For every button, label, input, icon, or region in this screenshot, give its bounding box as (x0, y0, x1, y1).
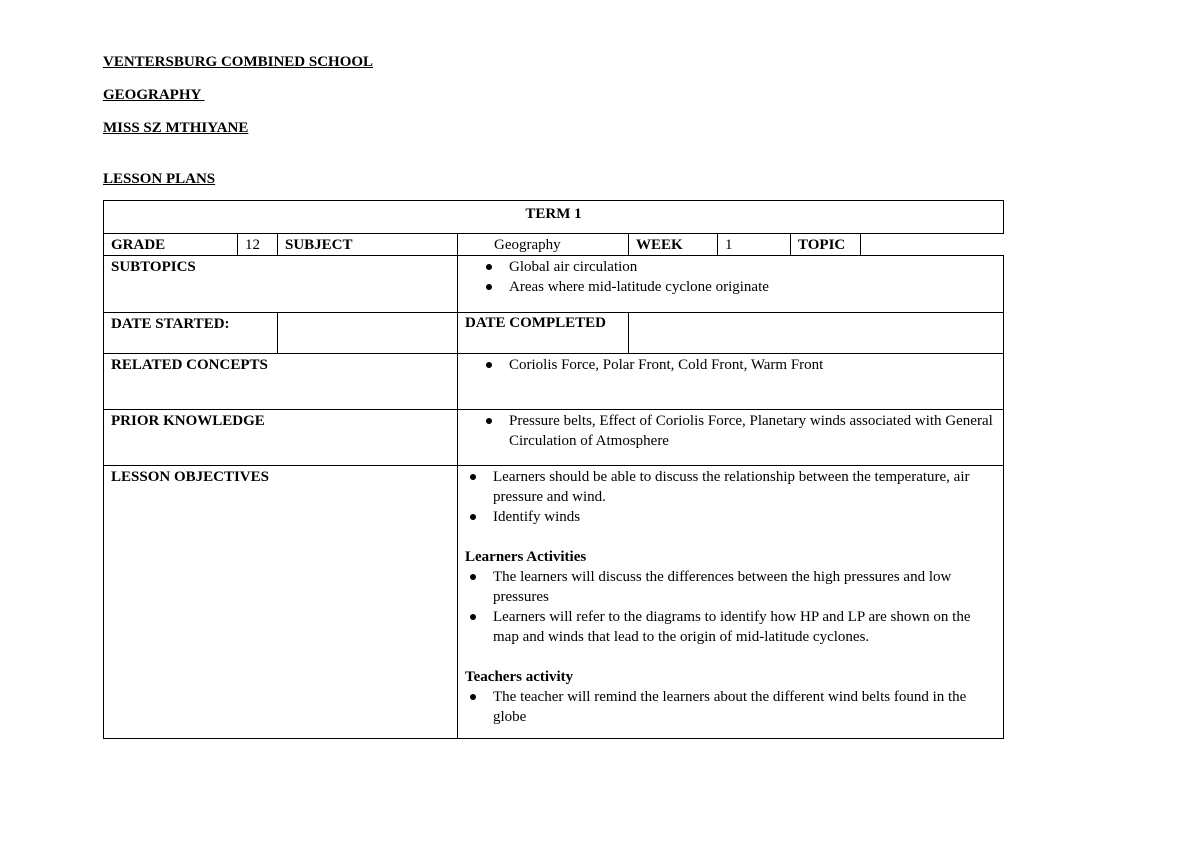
prior-knowledge-row (104, 410, 1004, 466)
prior-knowledge-label: PRIOR KNOWLEDGE (104, 410, 458, 466)
related-concepts-label: RELATED CONCEPTS (104, 354, 458, 410)
related-concepts-cell (458, 354, 1004, 410)
grade-value: 12 (238, 234, 278, 256)
subtopics-row (104, 256, 1004, 313)
subject-heading: GEOGRAPHY (103, 87, 205, 103)
list-item: Learners should be able to discuss the relationship between the temperature, air pressure and wind. (493, 467, 999, 507)
subtopics-cell (458, 256, 1004, 313)
week-label: WEEK (629, 234, 718, 256)
subject-label: SUBJECT (278, 234, 458, 256)
topic-label: TOPIC (791, 234, 861, 256)
list-item: Identify winds (493, 507, 999, 527)
teacher-name: MISS SZ MTHIYANE (103, 120, 249, 136)
week-value: 1 (718, 234, 791, 256)
list-item: Coriolis Force, Polar Front, Cold Front, Warm Front (509, 355, 996, 375)
list-item: The learners will discuss the differences between the high pressures and low pressures (493, 567, 999, 607)
list-item: Areas where mid-latitude cyclone originate (509, 277, 996, 297)
list-item: Global air circulation (509, 257, 996, 277)
term-title: TERM 1 (104, 201, 1004, 234)
grade-label: GRADE (104, 234, 238, 256)
related-concepts-row (104, 354, 1004, 410)
info-row (104, 234, 1004, 256)
learners-activities-heading: Learners Activities (465, 549, 587, 565)
list-item: The teacher will remind the learners about the different wind belts found in the globe (493, 687, 999, 727)
subtopics-label: SUBTOPICS (104, 256, 458, 313)
lesson-objectives-cell (458, 466, 1004, 739)
lesson-objectives-label: LESSON OBJECTIVES (104, 466, 458, 739)
dates-row (104, 313, 1004, 354)
date-completed-label: DATE COMPLETED (458, 313, 629, 354)
school-name: VENTERSBURG COMBINED SCHOOL (103, 54, 374, 70)
teachers-activity-heading: Teachers activity (465, 669, 574, 685)
date-completed-value (629, 313, 1004, 354)
term-row (104, 201, 1004, 234)
objectives-row (104, 466, 1004, 739)
lesson-plan-table (103, 200, 1004, 739)
document-title: LESSON PLANS (103, 171, 216, 187)
list-item: Learners will refer to the diagrams to identify how HP and LP are shown on the map and winds that lead to the origin of mid-latitude cyclones. (493, 607, 999, 647)
list-item: Pressure belts, Effect of Coriolis Force, Planetary winds associated with General Circulation of Atmosphere (509, 411, 996, 451)
date-started-value (278, 313, 458, 354)
subject-value: Geography (458, 234, 629, 256)
date-started-label: DATE STARTED: (104, 313, 278, 354)
prior-knowledge-cell (458, 410, 1004, 466)
topic-value (861, 234, 1004, 256)
